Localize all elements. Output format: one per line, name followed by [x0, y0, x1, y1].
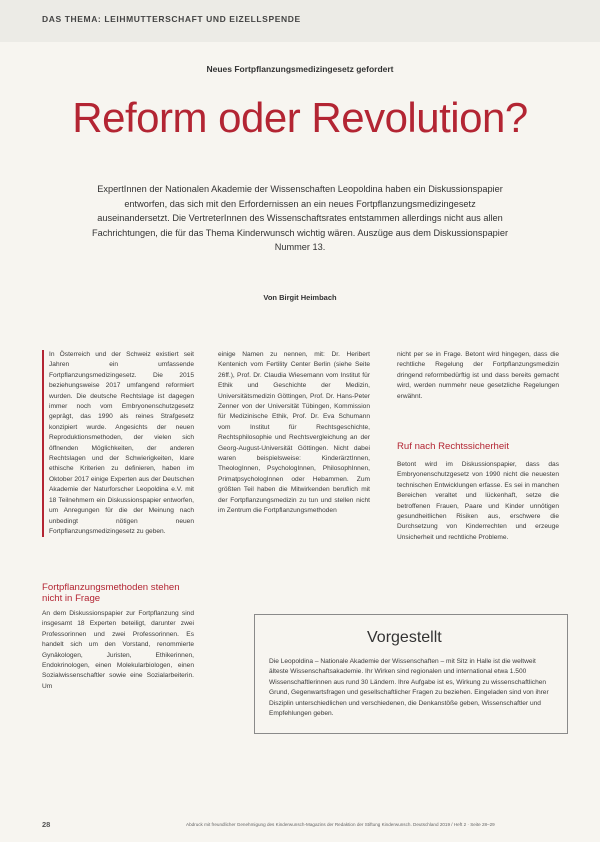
- article-title: Reform oder Revolution?: [72, 94, 528, 141]
- column-1-text: In Österreich und der Schweiz existiert seit Jahren ein umfassende Fortpflanzungsmedizingesetz. Die 2015 beziehungsweise 2017 umfangend reformiert wurden. Die deutsche Rechtslage ist dagegen immer noch vom Embryonenschutzgesetz geprägt, das 1990 als reines Strafgesetz konzipiert wurde. Angesichts der neuen Reproduktionsmethoden, der vielen sich öffnenden Möglichkeiten, der anderen Rechtslagen und der Schwierigkeiten, klare ethische Kriterien zu definieren, haben im Oktober 2017 einige Experten aus der Deutschen Akademie der Naturforscher Leopoldina e.V. mit 18 Teilnehmern ein Diskussionspapier entworfen, um Anregungen für die der Meinung nach unbedingt nötigen neuen Fortpflanzungsmedizingesetz zu geben.: [42, 350, 194, 537]
- body-column-3: nicht per se in Frage. Betont wird hingegen, dass die rechtliche Regelung der Fortpflanzungsmedizin dringend reformbedürftig ist und dass bereits gemacht wird, werden nummehr neue gesetzliche Regelungen erwähnt.: [397, 351, 559, 400]
- footer-credit: Abdruck mit freundlicher Genehmigung des Kinderwunsch-Magazins der Redaktion der Stiftung Kinderwunsch. Deutschland 2019 / Heft 2 · Seite 28–29: [186, 822, 495, 827]
- header-band: [0, 0, 600, 42]
- subhead-fortpflanzungsmethoden: Fortpflanzungsmethoden stehen nicht in Frage: [42, 582, 180, 604]
- section-label: DAS THEMA: LEIHMUTTERSCHAFT UND EIZELLSPENDE: [42, 14, 301, 24]
- body-column-2: einige Namen zu nennen, mit: Dr. Heribert Kentenich vom Fertility Center Berlin (siehe Seite 26ff.), Prof. Dr. Claudia Wiesemann vom Institut für Ethik und Geschichte der Medizin, Universitätsmedizin Göttingen, Prof. Dr. Hans-Peter Zenner von der Universität Tübingen, Kommission für Medizinische Ethik, Prof. Dr. Eva Schumann vom Institut für Rechtsgeschichte, Rechtsphilosophie und Rechtsvergleichung an der Georg-August-Universität Göttingen. Nicht dabei waren beispielsweise: KinderärztInnen, TheologInnen, PsychologInnen, PhilosophInnen, PrimatpsychologInnen oder Hebammen. Zum größten Teil haben die Mitwirkenden beruflich mit der Fortpflanzungsmedizin zu tun und stellen nicht im Zentrum die Fortpflanzungsmethoden: [218, 351, 370, 515]
- subhead-rechtssicherheit: Ruf nach Rechtssicherheit: [397, 441, 509, 452]
- body-column-3-continued: Betont wird im Diskussionspapier, dass das Embryonenschutzgesetz von 1990 nicht die neuesten technischen Entwicklungen erfasse. Es sei in manchen Bereichen veraltet und lückenhaft, setze die betroffenen Frauen, Paare und Kinder unnötigen gesundheitlichen Risiken aus, erschwere die Durchsetzung von Kinderrechten und erzeuge Unsicherheit und rechtliche Probleme.: [397, 461, 559, 541]
- article-byline: Von Birgit Heimbach: [263, 293, 337, 302]
- article-intro: ExpertInnen der Nationalen Akademie der Wissenschaften Leopoldina haben ein Diskussionspapier entworfen, das sich mit den Erfordernissen an ein neues Fortpflanzungsmedizingesetz auseinandersetzt. Die VertreterInnen des Wissenschaftsrates entstammen allerdings nicht aus allen Fachrichtungen, die für das Thema Kinderwunsch wichtig wären. Auszüge aus dem Diskussionspapier Nummer 13.: [91, 184, 509, 252]
- body-column-1: [42, 350, 194, 537]
- info-box-text: Die Leopoldina – Nationale Akademie der Wissenschaften – mit Sitz in Halle ist die weltweit älteste Wissenschaftsakademie. Ihr Wirken sind regionalen und international etwa 1.500 Wissenschaftlerinnen aus rund 30 Ländern. Ihre Aufgabe ist es, Wirkung zu wissenschaftlichen Grund, Gegenwartsfragen und gesellschaftlicher Fragen zu beziehen. Eingeladen sind von ihrer Disziplin unterschiedlichen und verschiedenen, die Denkanstöße geben, Wissenschaftler und Empfehlungen geben.: [269, 658, 549, 718]
- info-box-title: Vorgestellt: [367, 629, 442, 646]
- article-kicker: Neues Fortpflanzungsmedizingesetz gefordert: [206, 64, 394, 74]
- info-box: [254, 614, 568, 734]
- body-column-1-continued: An dem Diskussionspapier zur Fortpflanzung sind insgesamt 18 Experten beteiligt, darunter zwei Professorinnen und zwei Professorinnen. Es handelt sich um den Vorstand, renommierte Gynäkologen, Juristen, Ethikerinnen, Endokrinologen, einen Molekularbiologen, einen Sozialwissenschaftler sowie eine Sozialarbeiterin. Um: [42, 610, 194, 690]
- page-number: 28: [42, 820, 51, 829]
